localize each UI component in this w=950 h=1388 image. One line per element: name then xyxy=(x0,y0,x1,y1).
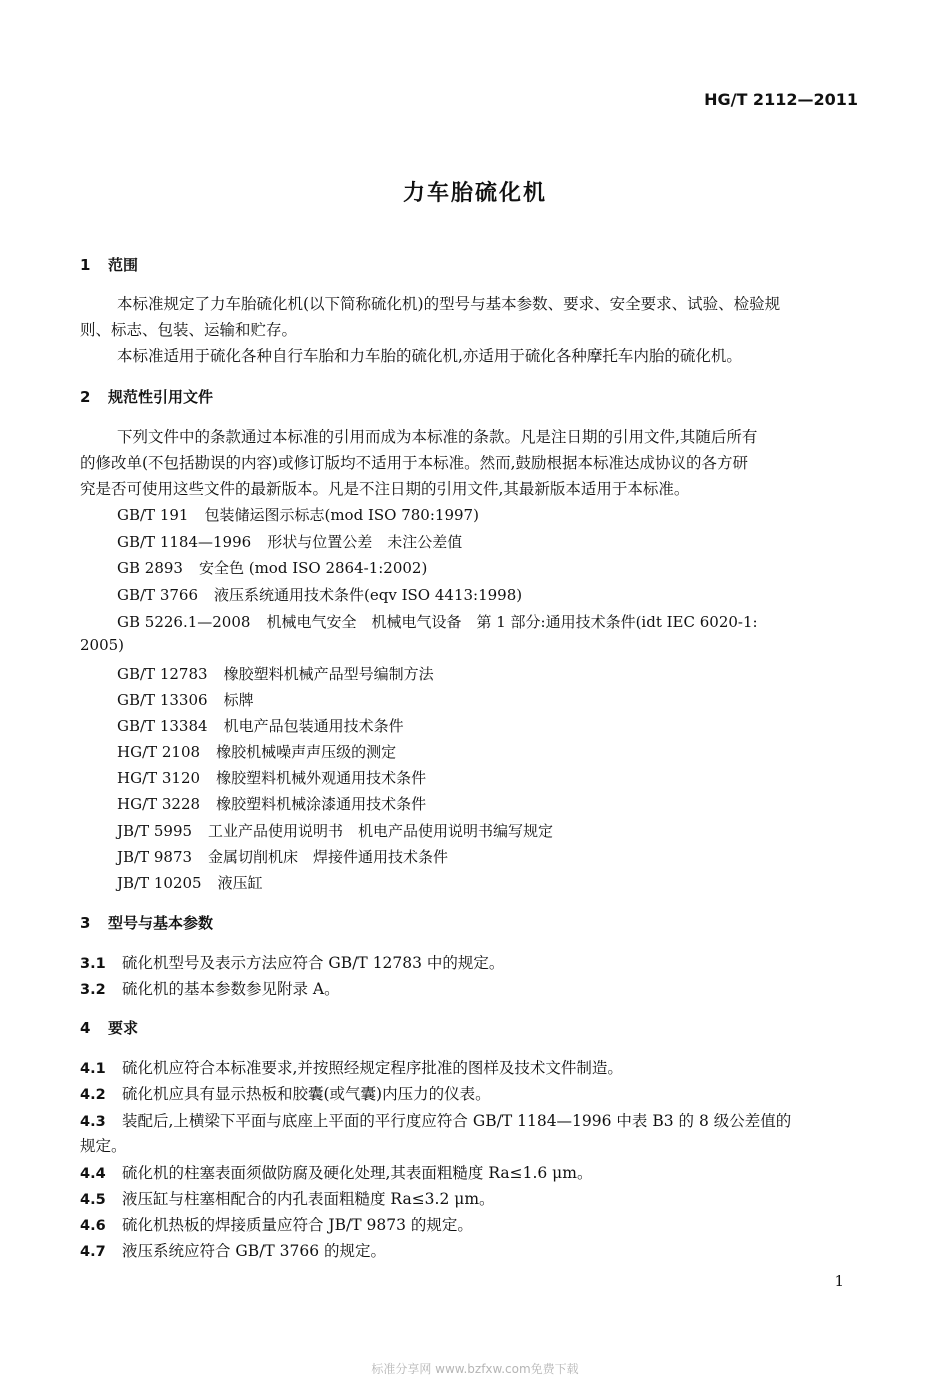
reference-title: 机械电气安全 机械电气设备 第 1 部分:通用技术条件(idt IEC 6020-1: xyxy=(266,613,758,631)
reference-title: 2005) xyxy=(80,636,125,654)
reference-item xyxy=(117,531,462,552)
clause-text: 液压系统应符合 GB/T 3766 的规定。 xyxy=(122,1242,387,1260)
reference-title: 橡胶机械噪声声压级的测定 xyxy=(216,743,397,761)
clause-text: 规定。 xyxy=(80,1137,127,1155)
reference-code: HG/T 2108 xyxy=(117,743,201,761)
reference-title: 工业产品使用说明书 机电产品使用说明书编写规定 xyxy=(208,822,554,840)
section-1-heading xyxy=(80,254,138,275)
reference-title: 橡胶塑料机械涂漆通用技术条件 xyxy=(216,795,427,813)
clause xyxy=(80,1239,386,1261)
reference-item xyxy=(117,741,396,762)
reference-item xyxy=(117,504,479,525)
clause xyxy=(80,1056,623,1078)
clause-number: 4.3 xyxy=(80,1114,106,1130)
reference-code: GB/T 1184—1996 xyxy=(117,533,252,551)
section-4-heading xyxy=(80,1017,138,1038)
clause-text: 硫化机热板的焊接质量应符合 JB/T 9873 的规定。 xyxy=(122,1216,473,1234)
clause-continuation xyxy=(80,1134,127,1156)
reference-title: 液压系统通用技术条件(eqv ISO 4413:1998) xyxy=(214,586,523,604)
reference-item xyxy=(117,767,426,788)
section-3-heading xyxy=(80,912,213,933)
reference-title: 橡胶塑料机械产品型号编制方法 xyxy=(223,665,434,683)
reference-code: GB/T 12783 xyxy=(117,665,208,683)
section-number: 1 xyxy=(80,256,91,274)
reference-item xyxy=(117,689,254,710)
paragraph-line: 本标准适用于硫化各种自行车胎和力车胎的硫化机,亦适用于硫化各种摩托车内胎的硫化机。 xyxy=(117,347,742,365)
reference-title: 机电产品包装通用技术条件 xyxy=(223,717,404,735)
clause xyxy=(80,1187,495,1209)
reference-code: GB/T 13384 xyxy=(117,717,208,735)
reference-item xyxy=(117,872,263,893)
section-title: 规范性引用文件 xyxy=(108,388,214,406)
clause xyxy=(80,1161,592,1183)
reference-item xyxy=(117,820,553,841)
reference-title: 液压缸 xyxy=(217,874,263,892)
reference-code: JB/T 5995 xyxy=(117,822,193,840)
clause-text: 液压缸与柱塞相配合的内孔表面粗糙度 Ra≤3.2 μm。 xyxy=(122,1190,495,1208)
clause xyxy=(80,977,340,999)
reference-title: 包装储运图示标志(mod ISO 780:1997) xyxy=(204,506,479,524)
clause-number: 3.1 xyxy=(80,956,106,972)
reference-code: HG/T 3228 xyxy=(117,795,201,813)
clause xyxy=(80,951,504,973)
reference-title: 安全色 (mod ISO 2864-1:2002) xyxy=(198,559,428,577)
clause-text: 装配后,上横梁下平面与底座上平面的平行度应符合 GB/T 1184—1996 中表 B3 的 8 级公差值的 xyxy=(122,1112,792,1130)
section-title: 型号与基本参数 xyxy=(108,914,214,932)
clause-number: 4.4 xyxy=(80,1166,106,1182)
clause-text: 硫化机应符合本标准要求,并按照经规定程序批准的图样及技术文件制造。 xyxy=(122,1059,623,1077)
section-number: 4 xyxy=(80,1019,91,1037)
clause-text: 硫化机型号及表示方法应符合 GB/T 12783 中的规定。 xyxy=(122,954,505,972)
section-2-heading xyxy=(80,386,213,407)
clause-text: 硫化机应具有显示热板和胶囊(或气囊)内压力的仪表。 xyxy=(122,1085,491,1103)
reference-item xyxy=(117,793,426,814)
clause xyxy=(80,1082,491,1104)
reference-code: JB/T 10205 xyxy=(117,874,202,892)
reference-code: HG/T 3120 xyxy=(117,769,201,787)
clause-number: 3.2 xyxy=(80,982,106,998)
paragraph-line: 的修改单(不包括勘误的内容)或修订版均不适用于本标准。然而,鼓励根据本标准达成协议的各方研 xyxy=(80,454,749,472)
paragraph-line: 本标准规定了力车胎硫化机(以下简称硫化机)的型号与基本参数、要求、安全要求、试验、检验规 xyxy=(117,295,781,313)
reference-title: 橡胶塑料机械外观通用技术条件 xyxy=(216,769,427,787)
reference-item xyxy=(117,715,404,736)
reference-item xyxy=(117,846,448,867)
paragraph-line: 下列文件中的条款通过本标准的引用而成为本标准的条款。凡是注日期的引用文件,其随后所有 xyxy=(117,428,758,446)
section-title: 要求 xyxy=(108,1019,139,1037)
footer-watermark: 标准分享网 www.bzfxw.com免费下载 xyxy=(371,1362,579,1376)
reference-item xyxy=(117,611,758,632)
reference-item xyxy=(117,584,522,605)
clause xyxy=(80,1109,791,1131)
reference-code: GB/T 13306 xyxy=(117,691,208,709)
reference-code: GB/T 3766 xyxy=(117,586,199,604)
reference-title: 形状与位置公差 未注公差值 xyxy=(267,533,463,551)
document-title: 力车胎硫化机 xyxy=(402,181,547,206)
clause-text: 硫化机的柱塞表面须做防腐及硬化处理,其表面粗糙度 Ra≤1.6 μm。 xyxy=(122,1164,593,1182)
reference-code: GB 5226.1—2008 xyxy=(117,613,251,631)
section-number: 2 xyxy=(80,388,91,406)
clause-number: 4.1 xyxy=(80,1061,106,1077)
paragraph-line: 究是否可使用这些文件的最新版本。凡是不注日期的引用文件,其最新版本适用于本标准。 xyxy=(80,480,690,498)
reference-code: GB/T 191 xyxy=(117,506,189,524)
clause-number: 4.6 xyxy=(80,1218,106,1234)
reference-code: GB 2893 xyxy=(117,559,183,577)
reference-title: 金属切削机床 焊接件通用技术条件 xyxy=(208,848,449,866)
section-title: 范围 xyxy=(108,256,139,274)
reference-item xyxy=(117,663,434,684)
clause-number: 4.7 xyxy=(80,1244,106,1260)
section-number: 3 xyxy=(80,914,91,932)
standard-number: HG/T 2112—2011 xyxy=(704,90,858,109)
page-number: 1 xyxy=(834,1272,844,1290)
reference-item xyxy=(117,557,427,578)
paragraph-line: 则、标志、包装、运输和贮存。 xyxy=(80,321,298,339)
clause-text: 硫化机的基本参数参见附录 A。 xyxy=(122,980,340,998)
reference-title: 标牌 xyxy=(223,691,254,709)
clause xyxy=(80,1213,473,1235)
reference-code: JB/T 9873 xyxy=(117,848,193,866)
clause-number: 4.2 xyxy=(80,1087,106,1103)
reference-item-continuation xyxy=(80,636,124,654)
clause-number: 4.5 xyxy=(80,1192,106,1208)
